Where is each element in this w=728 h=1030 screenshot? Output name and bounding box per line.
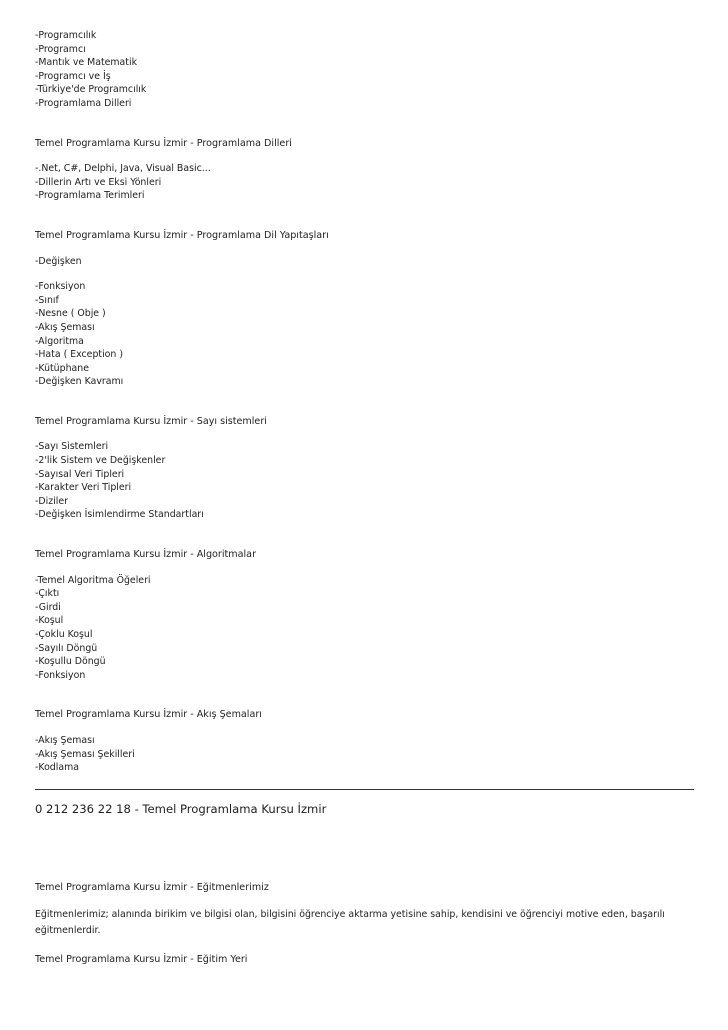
section-list bbox=[35, 255, 695, 269]
list-item: -Mantık ve Matematik bbox=[35, 57, 138, 69]
list-item: -Sayısal Veri Tipleri bbox=[35, 468, 125, 480]
list-item: -.Net, C#, Delphi, Java, Visual Basic... bbox=[35, 163, 211, 175]
section-list bbox=[35, 574, 695, 683]
list-item: -Sınıf bbox=[35, 294, 59, 306]
list-item: -Programcılık bbox=[35, 30, 97, 41]
section-title: Temel Programlama Kursu İzmir - Akış Şemaları bbox=[35, 709, 262, 721]
list-item: -Kütüphane bbox=[35, 362, 89, 374]
list-item: -Girdi bbox=[35, 601, 61, 613]
section-title: Temel Programlama Kursu İzmir - Programlama Dilleri bbox=[35, 137, 292, 149]
list-item: -Programcı bbox=[35, 43, 86, 55]
section-programming-languages bbox=[35, 137, 695, 203]
section-list bbox=[35, 280, 695, 389]
list-item: -Değişken İsimlendirme Standartları bbox=[35, 509, 204, 521]
list-item: -Çıktı bbox=[35, 588, 60, 600]
list-item: -Sayılı Döngü bbox=[35, 642, 98, 654]
footer-phone-line: 0 212 236 22 18 - Temel Programlama Kursu İzmir bbox=[35, 801, 327, 816]
list-item: -Çoklu Koşul bbox=[35, 629, 93, 640]
list-item: -Karakter Veri Tipleri bbox=[35, 482, 132, 494]
list-item: -Koşul bbox=[35, 615, 64, 627]
list-item: -Programlama Terimleri bbox=[35, 190, 145, 202]
section-flowcharts bbox=[35, 708, 695, 774]
list-item: -Nesne ( Obje ) bbox=[35, 308, 106, 320]
list-item: -Türkiye'de Programcılık bbox=[35, 84, 147, 96]
section-title: Temel Programlama Kursu İzmir - Sayı sistemleri bbox=[35, 415, 267, 427]
list-item: -Algoritma bbox=[35, 335, 84, 347]
section-trainers bbox=[35, 881, 695, 940]
list-item: -Kodlama bbox=[35, 762, 79, 774]
list-item: -Programcı ve İş bbox=[35, 70, 111, 82]
list-item: -Hata ( Exception ) bbox=[35, 349, 123, 361]
section-location bbox=[35, 953, 695, 967]
section-number-systems bbox=[35, 415, 695, 522]
list-item: -Akış Şeması bbox=[35, 321, 95, 333]
trainers-paragraph: Eğitmenlerimiz; alanında birikim ve bilgisi olan, bilgisini öğrenciye aktarma yetisine sahip, kendisini ve öğrenciyi motive eden, başarılı eğitmenlerdir. bbox=[35, 909, 665, 937]
list-item: -2'lik Sistem ve Değişkenler bbox=[35, 455, 166, 467]
section-list bbox=[35, 440, 695, 522]
list-item: -Koşullu Döngü bbox=[35, 656, 106, 668]
list-item: -Temel Algoritma Öğeleri bbox=[35, 574, 151, 586]
section-title: Temel Programlama Kursu İzmir - Algoritmalar bbox=[35, 549, 257, 561]
list-item: -Diziler bbox=[35, 495, 68, 507]
section-list bbox=[35, 734, 695, 775]
section-title: Temel Programlama Kursu İzmir - Programlama Dil Yapıtaşları bbox=[35, 229, 329, 241]
list-item: -Akış Şeması bbox=[35, 734, 95, 746]
list-item: -Değişken bbox=[35, 255, 82, 267]
section-algorithms bbox=[35, 548, 695, 682]
list-item: -Dillerin Artı ve Eksi Yönleri bbox=[35, 176, 162, 188]
list-item: -Fonksiyon bbox=[35, 669, 86, 681]
section-language-building-blocks bbox=[35, 229, 695, 389]
list-item: -Akış Şeması Şekilleri bbox=[35, 748, 135, 760]
list-item: -Programlama Dilleri bbox=[35, 97, 132, 109]
list-item: -Sayı Sistemleri bbox=[35, 441, 109, 453]
section-list bbox=[35, 162, 695, 203]
list-item: -Fonksiyon bbox=[35, 281, 86, 293]
section-title: Temel Programlama Kursu İzmir - Eğitmenlerimiz bbox=[35, 881, 269, 893]
intro-list bbox=[35, 29, 695, 111]
section-title: Temel Programlama Kursu İzmir - Eğitim Yeri bbox=[35, 954, 248, 966]
list-item: -Değişken Kavramı bbox=[35, 376, 124, 388]
document-page bbox=[35, 29, 695, 967]
